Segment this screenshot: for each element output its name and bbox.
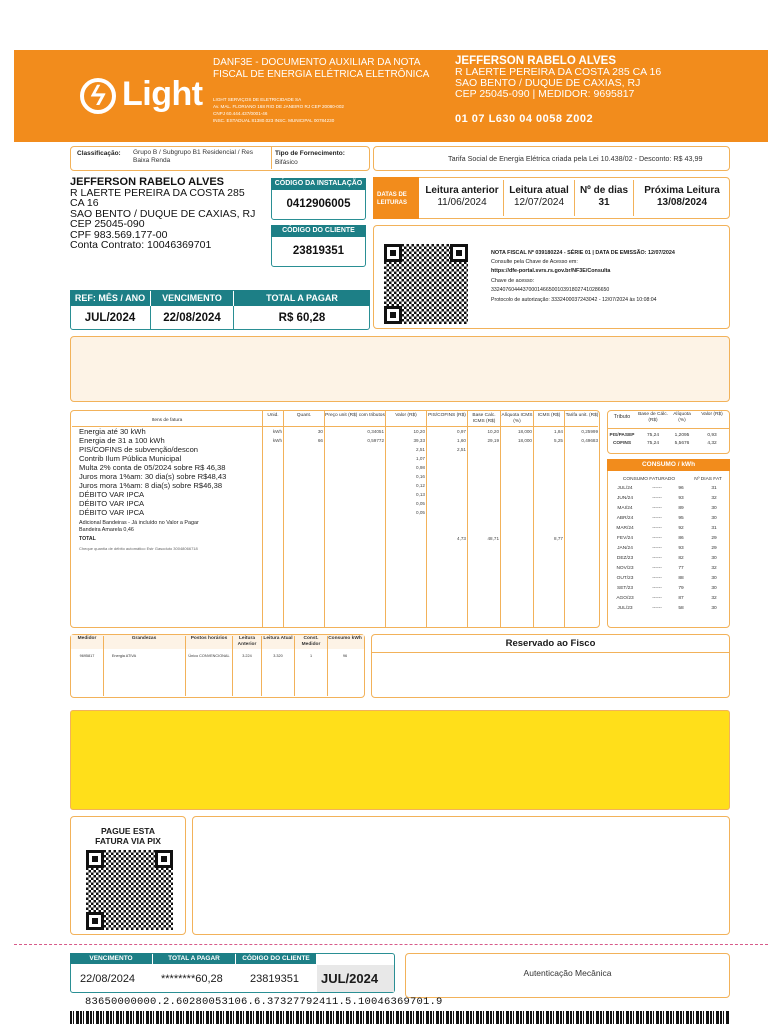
trib-cell: PIS/PASEP (609, 433, 635, 438)
due-label: VENCIMENTO (151, 290, 233, 306)
readings-dates-label: DATAS DE LEITURAS (373, 177, 419, 219)
next-reading-value: 13/08/2024 (656, 197, 708, 208)
barcode-icon[interactable] (70, 1011, 730, 1024)
consumo-days: 31 (711, 486, 717, 491)
cell: 39,33 (413, 438, 425, 443)
consumo-dash: ------ (652, 606, 662, 611)
divider (103, 636, 104, 696)
consumo-kwh: 77 (678, 566, 684, 571)
nf-access-key: 33240760444370001466500103918027410286650 (491, 287, 610, 293)
col-header-base: Base Calc. ICMS (R$) (472, 413, 496, 424)
consumo-kwh: 95 (678, 516, 684, 521)
cell: 0,59772 (367, 438, 384, 443)
days-value: 31 (598, 197, 610, 208)
supply-label: Tipo de Fornecimento: (275, 150, 345, 157)
cell: 29,19 (487, 438, 499, 443)
divider (72, 426, 598, 427)
nf-title: NOTA FISCAL Nº 039180224 - SÉRIE 01 | DATA DE EMISSÃO: 12/07/2024 (491, 250, 675, 256)
stub-client-value: 23819351 (250, 973, 299, 985)
nf-line1: Consulte pela Chave de Acesso em: (491, 259, 578, 265)
consumo-dash: ------ (652, 556, 662, 561)
pix-info-box (192, 816, 730, 935)
qr-finder (384, 306, 402, 324)
pix-label: PAGUE ESTA FATURA VIA PIX (95, 826, 161, 846)
divider (608, 428, 729, 429)
consumo-days: 32 (711, 566, 717, 571)
consumo-dash: ------ (652, 526, 662, 531)
consumo-kwh: 93 (678, 496, 684, 501)
consumo-days: 30 (711, 586, 717, 591)
consumo-dash: ------ (652, 586, 662, 591)
cell: 18,000 (517, 429, 532, 434)
tarifa-text: Tarifa Social de Energia Elétrica criada pela Lei 10.438/02 - Desconto: R$ 43,99 (448, 154, 703, 163)
divider (327, 636, 328, 696)
col-header-pis: PIS/COFINS (R$) (428, 413, 466, 418)
consumo-month: MAI/24 (617, 506, 633, 511)
consumo-dash: ------ (652, 546, 662, 551)
stub-client-label: CÓDIGO DO CLIENTE (236, 953, 316, 964)
item-row: Energia até 30 kWh (79, 427, 146, 436)
consumo-col-header: CONSUMO FATURADO (622, 477, 676, 482)
installation-label: CÓDIGO DA INSTALAÇÃO (271, 178, 366, 190)
cell: 0,13 (416, 492, 425, 497)
highlight-banner (70, 710, 730, 810)
divider (232, 636, 233, 696)
cell: 2,51 (457, 447, 466, 452)
consumo-days: 30 (711, 606, 717, 611)
consumo-dash: ------ (652, 566, 662, 571)
meter-header: Consumo kWh (328, 636, 362, 641)
divider (185, 636, 186, 696)
stub-due-value: 22/08/2024 (80, 973, 136, 985)
cell: 18,000 (517, 438, 532, 443)
qr-finder (86, 912, 104, 930)
cell: 0,97 (457, 429, 466, 434)
item-row: Juros mora 1%am: 8 dia(s) sobre R$46,38 (79, 481, 223, 490)
consumo-kwh: 86 (678, 536, 684, 541)
divider (283, 411, 284, 627)
divider (372, 652, 729, 653)
cell: 1,60 (457, 438, 466, 443)
consumo-kwh: 93 (678, 546, 684, 551)
stub-total-label: TOTAL A PAGAR (153, 953, 235, 964)
divider (500, 411, 501, 627)
classification-label: Classificação: (77, 150, 121, 157)
meter-cell: 3.320 (273, 654, 283, 658)
cell: 5,25 (554, 438, 563, 443)
consumo-dash: ------ (652, 516, 662, 521)
fisco-title: Reservado ao Fisco (505, 638, 596, 649)
col-header-aliq: Alíquota ICMS (%) (501, 413, 533, 424)
consumo-month: NOV/23 (616, 566, 634, 571)
item-total-label: TOTAL (79, 536, 96, 542)
trib-cell: 75,24 (646, 433, 659, 438)
client-code-label: CÓDIGO DO CLIENTE (271, 225, 366, 237)
cell: kWh (272, 429, 282, 434)
total-pis: 4,73 (457, 536, 466, 541)
meter-cell: Energia ATIVA (111, 654, 137, 658)
consumo-col-header: Nº DIAS FAT (694, 477, 722, 482)
cell: 0,34051 (367, 429, 384, 434)
consumo-month: FEV/24 (617, 536, 633, 541)
customer-block: JEFFERSON RABELO ALVES R LAERTE PEREIRA DA COSTA 285 CA 16 SAO BENTO / DUQUE DE CAXIAS, RJ CEP 25045-090 CPF 983.569.177-00 Conta Contrato: 10046369701 (70, 176, 256, 251)
col-header-unit: Unid. (267, 413, 279, 418)
consumo-dash: ------ (652, 536, 662, 541)
consumo-days: 30 (711, 556, 717, 561)
qr-finder (86, 850, 104, 868)
item-row: Contrib Ilum Pública Municipal (79, 454, 182, 463)
consumo-kwh: 58 (678, 606, 684, 611)
cell: 0,05 (416, 501, 425, 506)
days-label: Nº de dias (579, 185, 629, 196)
cell: 0,25999 (581, 429, 598, 434)
trib-cell: 0,93 (707, 433, 717, 438)
consumo-dash: ------ (652, 496, 662, 501)
cell: 0,49683 (581, 438, 598, 443)
issuer-info: LIGHT SERVIÇOS DE ELETRICIDADE SA Av. MAL. FLORIANO 168 RIO DE JANEIRO RJ CEP 20080-002 CNPJ 60.444.437/0001-46 INSC. ESTADUAL 81380.023 INSC. MUNICIPAL 00784230 (213, 97, 344, 123)
trib-cell: 5,5676 (674, 441, 690, 446)
qr-finder (384, 244, 402, 262)
consumo-dash: ------ (652, 506, 662, 511)
consumo-month: SET/23 (617, 586, 633, 591)
divider (426, 411, 427, 627)
consumo-month: DEZ/23 (616, 556, 634, 561)
meter-cell: Único CONVENCIONAL (188, 654, 230, 658)
col-header-quant: Quant. (296, 413, 312, 418)
meter-cell: 9695817 (79, 654, 95, 658)
logo-bolt-glyph: ϟ (87, 80, 109, 111)
trib-cell: COFINS (612, 441, 632, 446)
cell: 0,16 (416, 474, 425, 479)
divider (467, 411, 468, 627)
supply-value: Bifásico (275, 159, 298, 166)
consumo-month: JUL/23 (617, 606, 633, 611)
divider (564, 411, 565, 627)
total-base: 48,71 (487, 536, 499, 541)
meter-cell: 3.224 (242, 654, 252, 658)
consumo-month: JUL/24 (617, 486, 633, 491)
classification-box (70, 146, 370, 171)
meter-cell: 96 (342, 654, 348, 658)
next-reading-label: Próxima Leitura (644, 185, 720, 196)
item-row: Juros mora 1%am: 30 dia(s) sobre R$48,43 (79, 472, 227, 481)
cell: 2,51 (416, 447, 425, 452)
trib-header: Base de Cálc. (R$) (638, 412, 668, 423)
item-row: PIS/COFINS de subvenção/descon (79, 445, 199, 454)
consumo-days: 29 (711, 546, 717, 551)
consumo-kwh: 82 (678, 556, 684, 561)
prev-reading-value: 11/06/2024 (437, 197, 487, 208)
consumo-kwh: 87 (678, 596, 684, 601)
consumo-month: ABR/24 (616, 516, 634, 521)
due-value: 22/08/2024 (163, 312, 221, 324)
col-header-value: Valor (R$) (395, 413, 417, 418)
header-code-line: 01 07 L630 04 0058 Z002 (455, 113, 594, 125)
consumo-month: MAR/24 (616, 526, 634, 531)
consumo-days: 32 (711, 596, 717, 601)
item-row: Adicional Bandeiras - Já incluído no Valor a Pagar (79, 520, 199, 526)
ref-value: JUL/2024 (84, 312, 136, 324)
installation-value: 0412906005 (286, 198, 351, 210)
barcode-number: 83650000000.2.60280053106.6.37327792411.5.10046369701.9 (85, 996, 443, 1008)
divider (261, 636, 262, 696)
nf-line3: Chave de acesso: (491, 278, 535, 284)
consumo-month: OUT/23 (616, 576, 634, 581)
trib-cell: 4,32 (707, 441, 717, 446)
consumo-dash: ------ (652, 576, 662, 581)
consumo-days: 29 (711, 536, 717, 541)
cell: 10,20 (413, 429, 425, 434)
consumo-month: JAN/24 (617, 546, 633, 551)
consumo-days: 31 (711, 526, 717, 531)
tarifa-social-box (373, 146, 730, 171)
consumo-kwh: 92 (678, 526, 684, 531)
consumo-kwh: 96 (678, 486, 684, 491)
consumo-days: 30 (711, 506, 717, 511)
item-row: DÉBITO VAR IPCA (79, 499, 145, 508)
item-row: Energia de 31 a 100 kWh (79, 436, 165, 445)
cell: 66 (317, 438, 323, 443)
nf-consult-link[interactable]: https://dfe-portal.svrs.rs.gov.br/NF3E/Consulta (491, 268, 611, 274)
qr-finder (450, 244, 468, 262)
qr-finder (155, 850, 173, 868)
trib-header: Tributo (613, 414, 631, 420)
divider (294, 636, 295, 696)
ref-label: REF: MÊS / ANO (70, 290, 150, 306)
consumo-days: 32 (711, 496, 717, 501)
item-row: DÉBITO VAR IPCA (79, 508, 145, 517)
divider (385, 411, 386, 627)
header-customer: JEFFERSON RABELO ALVES R LAERTE PEREIRA DA COSTA 285 CA 16 SAO BENTO / DUQUE DE CAXIAS, RJ CEP 25045-090 | MEDIDOR: 9695817 (455, 55, 662, 100)
trib-cell: 75,24 (646, 441, 659, 446)
consumo-days: 30 (711, 576, 717, 581)
consumo-days: 30 (711, 516, 717, 521)
prev-reading-label: Leitura anterior (425, 185, 499, 196)
divider (262, 411, 263, 627)
trib-cell: 1,2095 (674, 433, 690, 438)
meter-header: Grandezas (131, 636, 157, 641)
trib-header: Valor (R$) (701, 412, 723, 417)
col-header-icms: ICMS (R$) (537, 413, 561, 418)
meter-header: Const. Medidor (301, 636, 321, 647)
curr-reading-label: Leitura atual (509, 185, 569, 196)
brand-logo: Light (122, 75, 203, 113)
meter-header: Leitura Atual (263, 636, 293, 641)
item-row: DÉBITO VAR IPCA (79, 490, 145, 499)
cell: 30 (317, 429, 323, 434)
tear-line (14, 944, 768, 945)
consumo-kwh: 89 (678, 506, 684, 511)
item-row: Multa 2% conta de 05/2024 sobre R$ 46,38 (79, 463, 226, 472)
consumo-kwh: 88 (678, 576, 684, 581)
consumo-month: JUN/24 (617, 496, 633, 501)
trib-header: Alíquota (%) (673, 412, 691, 423)
total-value: R$ 60,28 (278, 312, 326, 324)
cell: 1,07 (416, 456, 425, 461)
curr-reading-value: 12/07/2024 (513, 197, 565, 208)
consumo-dash: ------ (652, 486, 662, 491)
divider (271, 147, 272, 169)
col-header-price: Preço unit (R$) com tributos (325, 413, 385, 418)
stub-total-value: ********60,28 (161, 973, 223, 985)
item-footnote: Cheque quantia de débito automático Estr Gasoduto 30048066718 (79, 546, 198, 551)
col-header-tarifa: Tarifa unit. (R$) (565, 413, 599, 418)
nf-protocol: Protocolo de autorização: 3332400037243042 - 12/07/2024 às 10:08:04 (491, 297, 657, 303)
stub-ref-value: JUL/2024 (321, 971, 379, 986)
item-row: Bandeira Amarela 0,46 (79, 527, 134, 533)
message-area (70, 336, 730, 402)
divider (324, 411, 325, 627)
cell: 1,84 (554, 429, 563, 434)
meter-header: Leitura Anterior (237, 636, 257, 647)
divider (533, 411, 534, 627)
auth-label: Autenticação Mecânica (523, 968, 612, 978)
consumo-title: CONSUMO / kWh (607, 459, 730, 471)
meter-header: Medidor (77, 636, 97, 641)
consumo-box (607, 459, 730, 628)
cell: 0,12 (416, 483, 425, 488)
col-header-items: Itens de fatura (151, 418, 183, 423)
consumo-dash: ------ (652, 596, 662, 601)
cell: 10,20 (487, 429, 499, 434)
cell: 0,98 (416, 465, 425, 470)
classification-value: Grupo B / Subgrupo B1 Residencial / Res Baixa Renda (133, 149, 253, 164)
meter-cell: 1 (309, 654, 313, 658)
client-code-value: 23819351 (292, 245, 345, 257)
cell: 0,05 (416, 510, 425, 515)
total-icms: 8,77 (554, 536, 563, 541)
consumo-kwh: 79 (678, 586, 684, 591)
doc-title: DANF3E - DOCUMENTO AUXILIAR DA NOTA FISCAL DE ENERGIA ELÉTRICA ELETRÔNICA (213, 57, 430, 80)
stub-due-label: VENCIMENTO (70, 953, 152, 964)
total-label: TOTAL A PAGAR (234, 290, 370, 306)
consumo-month: AGO/23 (616, 596, 634, 601)
meter-header: Postos horários (190, 636, 228, 641)
cell: kWh (272, 438, 282, 443)
